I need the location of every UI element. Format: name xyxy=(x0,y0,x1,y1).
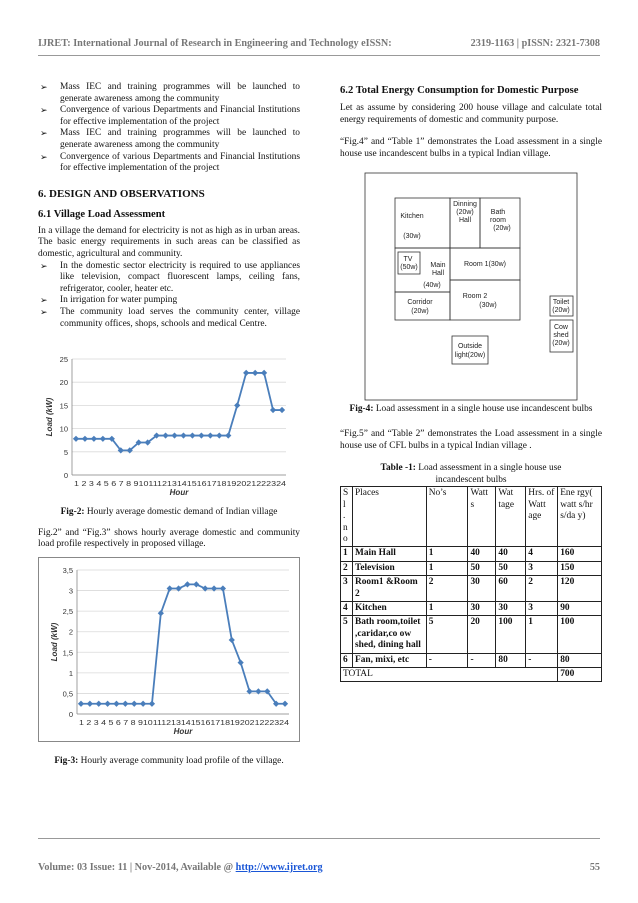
svg-text:Corridor: Corridor xyxy=(407,299,433,307)
data-point xyxy=(104,700,110,706)
load-assessment-table xyxy=(340,486,602,682)
svg-text:(20w): (20w) xyxy=(493,225,511,233)
issn-text: 2319-1163 | pISSN: 2321-7308 xyxy=(470,38,600,49)
svg-text:Room 1(30w): Room 1(30w) xyxy=(463,261,507,269)
svg-text:Outside: Outside xyxy=(457,343,483,351)
table-cell: 1 xyxy=(426,547,468,561)
svg-text:Hall: Hall xyxy=(458,217,472,225)
outside-light-box xyxy=(452,336,488,364)
table-cell: 100 xyxy=(496,616,526,653)
data-point xyxy=(184,581,190,587)
footer-rule xyxy=(38,838,600,839)
table-cell: Room1 &Room 2 xyxy=(352,576,426,602)
figure-4 xyxy=(340,168,602,402)
data-point xyxy=(243,370,249,376)
journal-title: IJRET: International Journal of Research in Engineering and Technology eISSN: xyxy=(38,38,392,49)
data-point xyxy=(216,433,222,439)
table-cell: Main Hall xyxy=(352,547,426,561)
corridor-room xyxy=(395,292,450,320)
figure-2-caption: Fig-2: Hourly average domestic demand of Indian village xyxy=(60,507,278,518)
column-header: Watt s xyxy=(468,487,496,547)
table-body xyxy=(341,547,602,668)
figure-4-caption: Fig-4: Load assessment in a single house use incandescent bulbs xyxy=(349,404,593,415)
running-header xyxy=(38,38,600,49)
bullet-arrow-icon: ➢ xyxy=(40,295,48,306)
subsection-heading: 6.1 Village Load Assessment xyxy=(38,208,166,220)
bullet-item: ➢ Convergence of various Departments and Financial Institutions for effective implementation of the project xyxy=(40,105,300,127)
y-tick-label: 20 xyxy=(59,378,68,388)
table-cell: 6 xyxy=(341,653,353,667)
figure-2 xyxy=(38,345,300,503)
table-row xyxy=(341,616,602,653)
table-cell: 50 xyxy=(496,561,526,575)
table-cell: 1 xyxy=(341,547,353,561)
y-tick-label: 15 xyxy=(59,401,68,411)
y-tick-label: 0,5 xyxy=(62,689,73,699)
svg-text:Main: Main xyxy=(430,262,446,270)
y-tick-label: 0 xyxy=(63,471,68,481)
table-cell: 1 xyxy=(426,561,468,575)
table-row xyxy=(341,547,602,561)
section-heading-6-2: 6.2 Total Energy Consumption for Domestic Purpose xyxy=(340,85,579,96)
kitchen-room xyxy=(395,198,450,248)
data-point xyxy=(96,700,102,706)
data-point xyxy=(270,407,276,413)
svg-text:room: room xyxy=(490,217,506,225)
table-cell: 40 xyxy=(468,547,496,561)
series-line xyxy=(76,373,282,450)
y-tick-label: 0 xyxy=(68,709,73,719)
table-cell: 160 xyxy=(558,547,602,561)
data-point xyxy=(113,700,119,706)
column-header: Ene rgy( watt s/hr s/da y) xyxy=(558,487,602,547)
paragraph: In a village the demand for electricity is not as high as in urban areas. The basic energy requirements in such areas can be classified as domestic, agricultural and community. xyxy=(38,225,300,259)
y-axis-title: Load (kW) xyxy=(45,397,54,437)
table-cell: 30 xyxy=(468,602,496,616)
data-point xyxy=(198,433,204,439)
data-point xyxy=(91,436,97,442)
table-cell: 120 xyxy=(558,576,602,602)
table-cell: 30 xyxy=(496,602,526,616)
data-point xyxy=(140,700,146,706)
table-cell: 3 xyxy=(341,576,353,602)
svg-text:Toilet: Toilet xyxy=(552,299,570,307)
svg-text:(20w): (20w) xyxy=(456,209,474,217)
total-label: TOTAL xyxy=(341,668,558,682)
bullet-item: ➢ Mass IEC and training programmes will be launched to generate awareness among the community xyxy=(40,128,300,150)
x-axis-title: Hour xyxy=(169,488,189,498)
header-rule xyxy=(38,55,600,56)
y-tick-label: 10 xyxy=(59,424,68,434)
data-point xyxy=(82,436,88,442)
table-cell: 100 xyxy=(558,616,602,653)
x-axis-title: Hour xyxy=(173,726,193,736)
room2-room xyxy=(450,280,520,320)
domestic-demand-chart xyxy=(38,345,300,503)
table-cell: 2 xyxy=(426,576,468,602)
data-point xyxy=(189,433,195,439)
table-cell: 60 xyxy=(496,576,526,602)
table-header-row xyxy=(341,487,602,547)
total-value: 700 xyxy=(558,668,602,682)
table-cell: Television xyxy=(352,561,426,575)
data-point xyxy=(229,637,235,643)
svg-text:Hall: Hall xyxy=(431,270,445,278)
table-cell: Bath room,toilet ,caridar,co ow shed, dining hall xyxy=(352,616,426,653)
table-1-caption: Table -1: Load assessment in a single house use incandescent bulbs xyxy=(380,463,562,485)
y-tick-label: 5 xyxy=(63,447,68,457)
table-cell: Fan, mixi, etc xyxy=(352,653,426,667)
column-header: Wat tage xyxy=(496,487,526,547)
svg-text:Bath: Bath xyxy=(490,209,506,217)
table-row xyxy=(341,576,602,602)
svg-text:Room 2: Room 2 xyxy=(462,293,488,301)
series-line xyxy=(81,584,285,703)
paragraph: Let as assume by considering 200 house village and calculate total energy requirements of domestic and community purpose. xyxy=(340,103,602,125)
table-cell: 3 xyxy=(526,561,558,575)
data-point xyxy=(73,436,79,442)
svg-text:(20w): (20w) xyxy=(552,307,570,315)
table-cell: 1 xyxy=(526,616,558,653)
page-number: 55 xyxy=(589,862,600,873)
data-point xyxy=(180,433,186,439)
table-row xyxy=(341,561,602,575)
table-cell: 1 xyxy=(426,602,468,616)
data-point xyxy=(225,433,231,439)
y-tick-label: 1 xyxy=(68,668,73,678)
svg-text:Cow: Cow xyxy=(553,324,569,332)
table-cell: 2 xyxy=(526,576,558,602)
bullet-arrow-icon: ➢ xyxy=(40,260,48,271)
bullet-arrow-icon: ➢ xyxy=(40,128,48,139)
figure-3-caption: Fig-3: Hourly average community load profile of the village. xyxy=(54,755,284,766)
table-cell: 3 xyxy=(526,602,558,616)
data-point xyxy=(252,370,258,376)
bullet-arrow-icon: ➢ xyxy=(40,151,48,162)
table-row xyxy=(341,602,602,616)
column-header: S l . n o xyxy=(341,487,353,547)
data-point xyxy=(238,659,244,665)
left-column xyxy=(38,82,300,767)
data-point xyxy=(100,436,106,442)
svg-text:light(20w): light(20w) xyxy=(454,352,486,360)
table-cell: 5 xyxy=(341,616,353,653)
table-cell: 20 xyxy=(468,616,496,653)
table-cell: 5 xyxy=(426,616,468,653)
table-total-row xyxy=(341,668,602,682)
paragraph: “Fig.5” and “Table 2” demonstrates the Load assessment in a single house use of CFL bulbs in a typical Indian village . xyxy=(340,428,602,451)
paragraph: “Fig.4” and “Table 1” demonstrates the Load assessment in a single house use incandescent bulbs in a typical Indian village. xyxy=(340,137,602,159)
table-cell: 30 xyxy=(468,576,496,602)
y-tick-label: 25 xyxy=(59,355,68,365)
table-cell: 50 xyxy=(468,561,496,575)
bullet-item: ➢ In the domestic sector electricity is required to use appliances like television, compact fluorescent lamps, ceiling fans, refrigerator, cooler, heater etc. xyxy=(40,260,300,294)
column-header: Places xyxy=(352,487,426,547)
data-point xyxy=(234,402,240,408)
svg-text:(50w): (50w) xyxy=(400,264,418,272)
bullet-item: ➢ In irrigation for water pumping xyxy=(40,295,178,306)
table-row xyxy=(341,653,602,667)
data-point xyxy=(162,433,168,439)
bullet-arrow-icon: ➢ xyxy=(40,306,48,317)
data-point xyxy=(193,581,199,587)
data-point xyxy=(87,700,93,706)
table-cell: 4 xyxy=(341,602,353,616)
y-tick-label: 2 xyxy=(68,627,73,637)
table-cell: 90 xyxy=(558,602,602,616)
svg-text:(20w): (20w) xyxy=(552,340,570,348)
x-tick-labels: 1 2 3 4 5 6 7 8 9101112131415161718192021222324 xyxy=(74,479,286,489)
table-cell: 80 xyxy=(558,653,602,667)
y-tick-label: 3 xyxy=(68,586,73,596)
svg-text:(30w): (30w) xyxy=(479,302,497,310)
bullet-item: ➢ Convergence of various Departments and Financial Institutions for effective implementation of the project xyxy=(40,151,300,174)
data-point xyxy=(78,700,84,706)
table-cell: - xyxy=(526,653,558,667)
y-tick-label: 3,5 xyxy=(62,565,73,575)
table-cell: 150 xyxy=(558,561,602,575)
x-tick-labels: 1 2 3 4 5 6 7 8 9101112131415161718192021222324 xyxy=(79,717,289,727)
bullet-list-top xyxy=(38,82,300,175)
table-cell: Kitchen xyxy=(352,602,426,616)
data-point xyxy=(207,433,213,439)
svg-text:(30w): (30w) xyxy=(403,233,421,241)
svg-text:Dinning: Dinning xyxy=(453,201,477,209)
data-point xyxy=(279,407,285,413)
journal-link[interactable]: http://www.ijret.org xyxy=(235,862,323,873)
svg-text:(40w): (40w) xyxy=(423,282,441,290)
bullet-item: ➢ The community load serves the community center, village community offices, shops, schools and medical Centre. xyxy=(40,306,300,329)
table-cell: - xyxy=(426,653,468,667)
column-header: Hrs. of Watt age xyxy=(526,487,558,547)
volume-info: Volume: 03 Issue: 11 | Nov-2014, Available @ http://www.ijret.org xyxy=(38,862,323,873)
bullet-item: ➢ Mass IEC and training programmes will be launched to generate awareness among the community xyxy=(40,82,300,104)
house-floor-plan xyxy=(340,168,602,402)
bullet-arrow-icon: ➢ xyxy=(40,82,48,92)
svg-text:TV: TV xyxy=(403,256,413,264)
figure-3 xyxy=(38,557,300,742)
running-footer xyxy=(38,862,600,873)
data-point xyxy=(122,700,128,706)
y-tick-label: 1,5 xyxy=(62,648,73,658)
data-point xyxy=(149,700,155,706)
table-cell: 4 xyxy=(526,547,558,561)
data-point xyxy=(171,433,177,439)
bullet-list-mid xyxy=(38,261,300,331)
table-cell: 40 xyxy=(496,547,526,561)
paragraph: Fig.2” and “Fig.3” shows hourly average domestic and community load profile respectively in proposed village. xyxy=(38,527,300,550)
svg-text:(20w): (20w) xyxy=(411,308,429,316)
right-column xyxy=(340,82,602,682)
column-header: No’s xyxy=(426,487,468,547)
section-heading: 6. DESIGN AND OBSERVATIONS xyxy=(38,187,205,200)
data-point xyxy=(282,700,288,706)
table-cell: 80 xyxy=(496,653,526,667)
community-load-chart xyxy=(39,558,301,743)
svg-text:shed: shed xyxy=(553,332,569,340)
data-point xyxy=(131,700,137,706)
y-tick-label: 2,5 xyxy=(62,607,73,617)
table-cell: - xyxy=(468,653,496,667)
data-point xyxy=(261,370,267,376)
y-axis-title: Load (kW) xyxy=(50,622,59,662)
svg-text:Kitchen: Kitchen xyxy=(400,213,424,221)
bullet-arrow-icon: ➢ xyxy=(40,105,48,116)
table-cell: 2 xyxy=(341,561,353,575)
